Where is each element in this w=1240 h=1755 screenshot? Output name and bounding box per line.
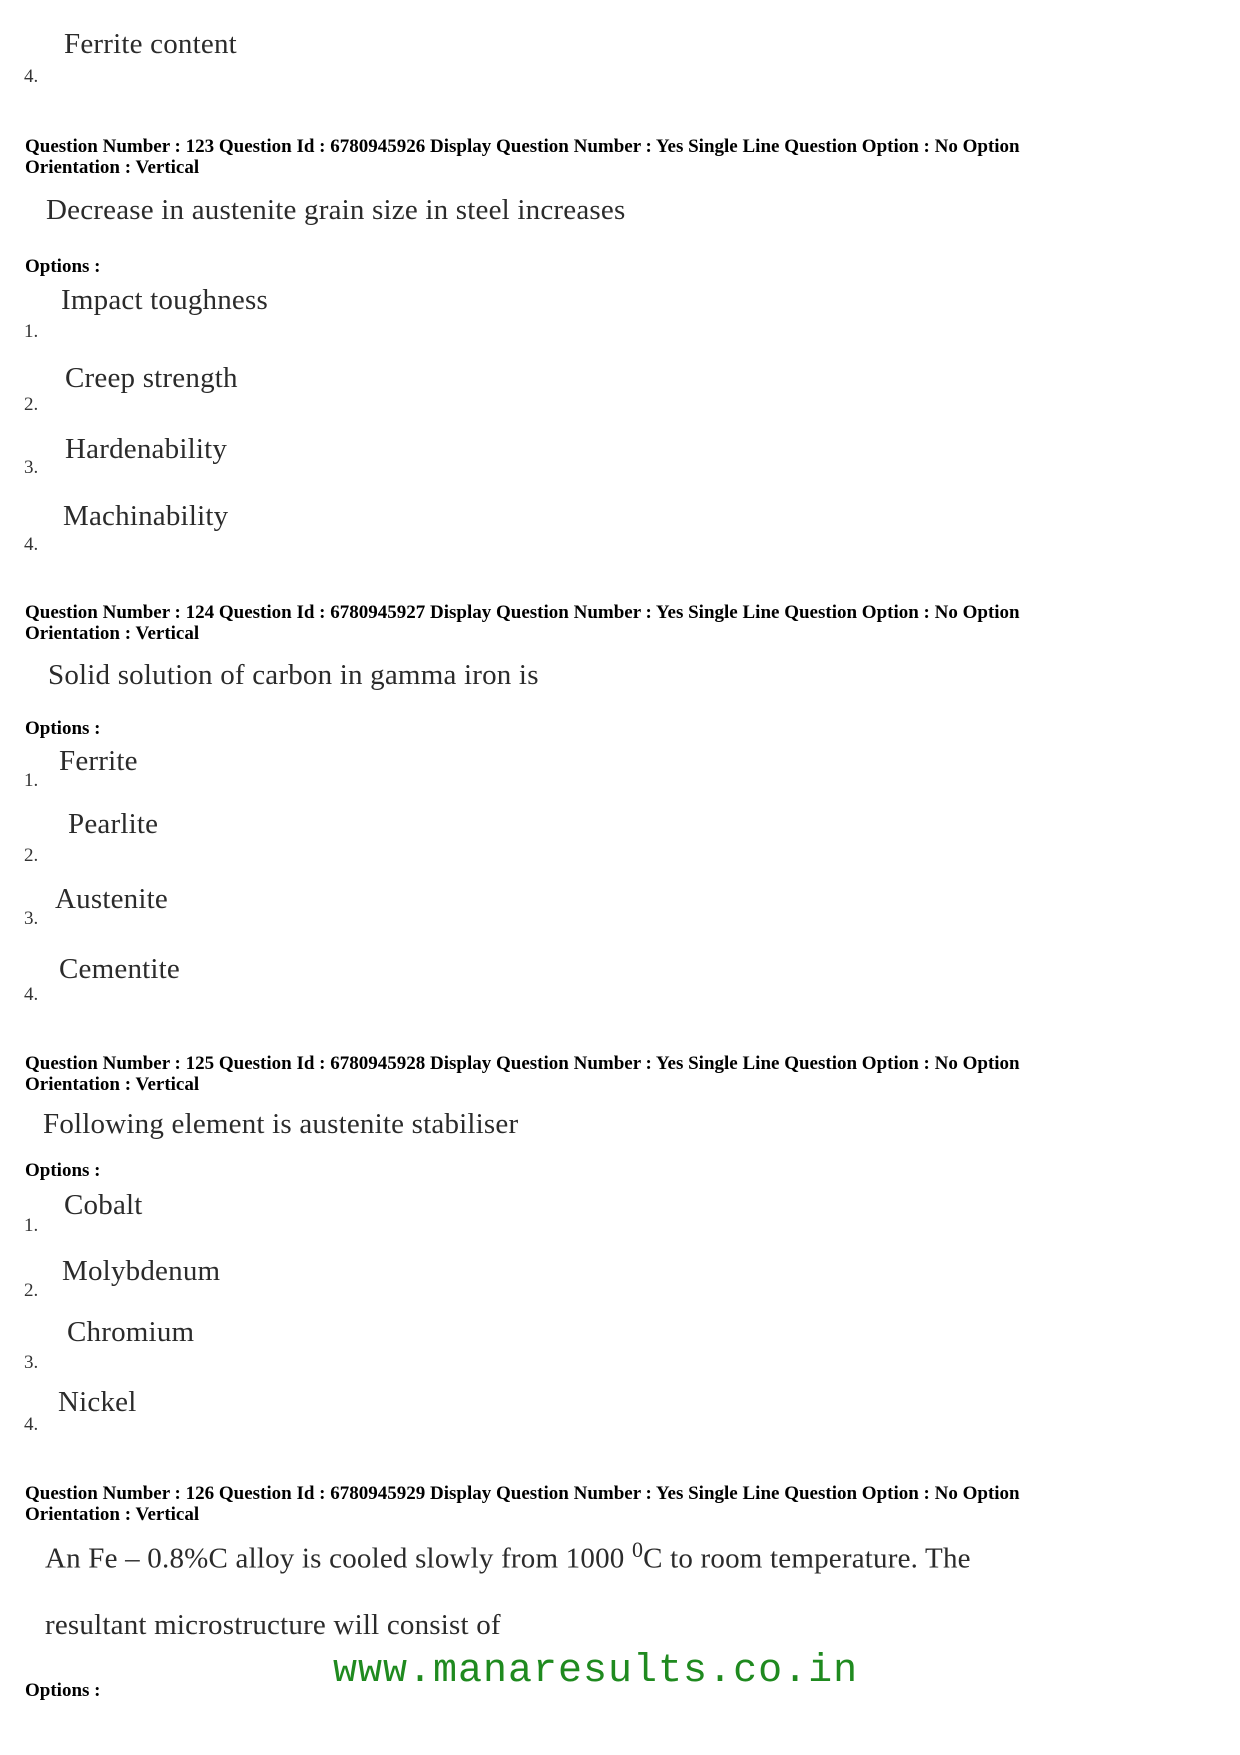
option-text: Molybdenum — [62, 1255, 221, 1287]
option-text: Austenite — [55, 883, 168, 915]
question-meta — [25, 602, 1020, 644]
option-number: 1. — [24, 770, 39, 791]
question-text: Solid solution of carbon in gamma iron is — [48, 659, 539, 691]
question-meta-line2: Orientation : Vertical — [25, 157, 200, 178]
options-label: Options : — [25, 256, 101, 277]
option-number: 1. — [24, 1215, 39, 1236]
question-meta-line1: Question Number : 126 Question Id : 6780945929 Display Question Number : Yes Single Line Question Option : No Option — [25, 1483, 1020, 1504]
option-number: 4. — [24, 534, 39, 555]
question-meta-line2: Orientation : Vertical — [25, 1504, 200, 1525]
option-text: Cementite — [59, 953, 180, 985]
option-number: 3. — [24, 457, 39, 478]
question-meta-line1: Question Number : 124 Question Id : 6780945927 Display Question Number : Yes Single Line Question Option : No Option — [25, 602, 1020, 623]
option-text: Impact toughness — [61, 284, 268, 316]
option-text: Nickel — [58, 1386, 137, 1418]
watermark: www.manaresults.co.in — [333, 1649, 859, 1694]
question-text-line2: resultant microstructure will consist of — [45, 1609, 501, 1641]
option-text: Creep strength — [65, 362, 238, 394]
option-number: 1. — [24, 321, 39, 342]
question-meta — [25, 136, 1020, 178]
option-number: 3. — [24, 908, 39, 929]
option-number: 4. — [24, 984, 39, 1005]
question-meta — [25, 1053, 1020, 1095]
option-number: 2. — [24, 845, 39, 866]
option-text: Cobalt — [64, 1189, 143, 1221]
superscript: 0 — [631, 1537, 644, 1562]
option-text: Ferrite — [59, 745, 138, 777]
question-text — [45, 1537, 971, 1576]
question-meta-line2: Orientation : Vertical — [25, 623, 200, 644]
option-number: 2. — [24, 394, 39, 415]
option-text: Pearlite — [68, 808, 159, 840]
question-text-part1: An Fe – 0.8%C alloy is cooled slowly from 1000 — [45, 1542, 632, 1575]
option-number: 3. — [24, 1352, 39, 1373]
question-meta-line1: Question Number : 125 Question Id : 6780945928 Display Question Number : Yes Single Line Question Option : No Option — [25, 1053, 1020, 1074]
option-number: 2. — [24, 1280, 39, 1301]
options-label: Options : — [25, 1160, 101, 1181]
option-number: 4. — [24, 66, 39, 87]
question-text-part2: C to room temperature. The — [643, 1542, 971, 1575]
question-meta-line2: Orientation : Vertical — [25, 1074, 200, 1095]
option-number: 4. — [24, 1414, 39, 1435]
question-text: Following element is austenite stabiliser — [43, 1108, 519, 1140]
options-label: Options : — [25, 718, 101, 739]
option-text: Ferrite content — [64, 28, 237, 60]
option-text: Machinability — [63, 500, 229, 532]
options-label: Options : — [25, 1680, 101, 1701]
option-text: Hardenability — [65, 433, 228, 465]
question-meta-line1: Question Number : 123 Question Id : 6780945926 Display Question Number : Yes Single Line Question Option : No Option — [25, 136, 1020, 157]
question-text: Decrease in austenite grain size in steel increases — [46, 194, 626, 226]
option-text: Chromium — [67, 1316, 195, 1348]
question-meta — [25, 1483, 1020, 1525]
